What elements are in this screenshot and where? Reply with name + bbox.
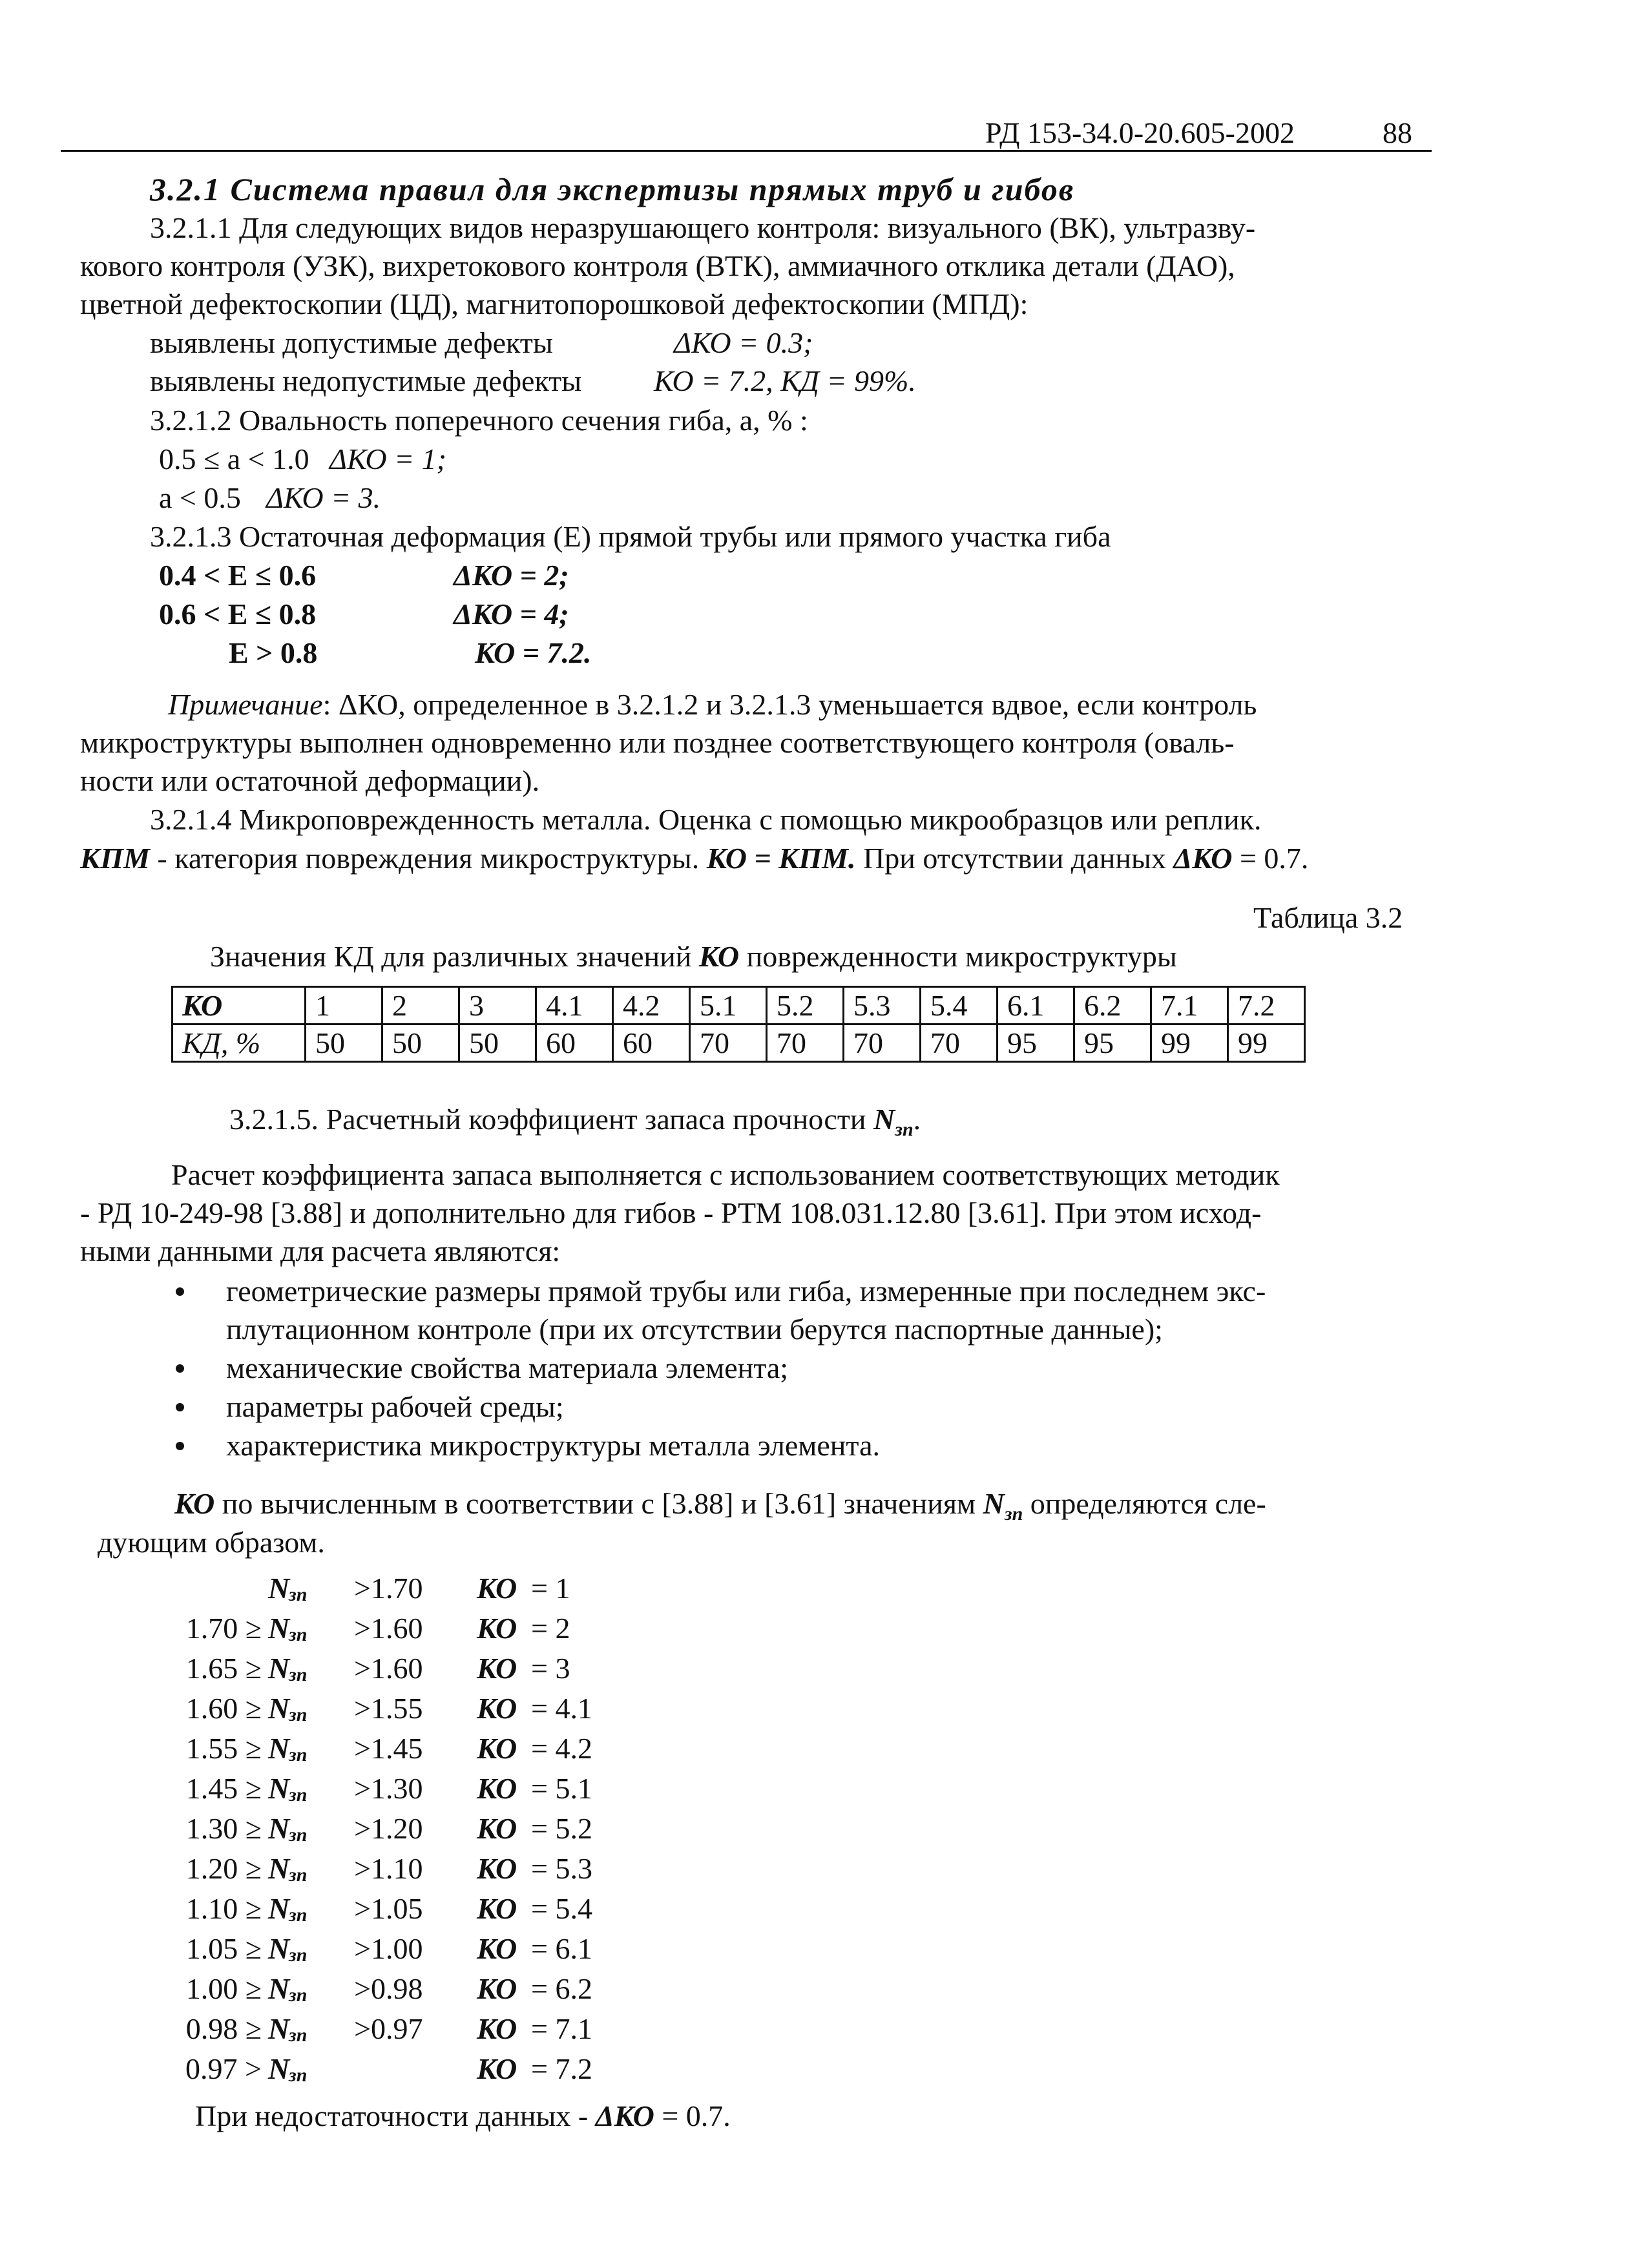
para-3212-val1: ΔКО = 1; [329,442,446,475]
para-3214-line2: КПМ - категория повреждения микроструктуры. КО = КПМ. При отсутствии данных ΔКО = 0.7. [80,842,1309,875]
bullet-1-line1: геометрические размеры прямой трубы или гиба, измеренные при последнем экс- [226,1274,1266,1307]
ko-row-rel: >1.55 [354,1692,423,1725]
ko-row-rel: >1.60 [354,1612,423,1645]
ko-row-n: N [268,2052,290,2085]
para-3213-cond1: 0.4 < Е ≤ 0.6 [159,559,317,592]
table-cell: 70 [921,1025,997,1062]
table-cell: 70 [767,1025,844,1062]
table-cell: 70 [844,1025,921,1062]
ko-row-n-sub: зп [289,2065,308,2086]
ko-row-val: = 3 [531,1652,570,1685]
ko-row-lhs: 1.20 ≥ [185,1852,262,1885]
table-cell: 95 [997,1025,1074,1062]
ko-row-ko: КО [477,1612,517,1645]
ko-row-n-sub: зп [289,1904,308,1926]
ko-row-ko: КО [477,1652,517,1685]
table-cell: 4.2 [613,987,690,1025]
ko-row-ko: КО [477,1932,517,1965]
table-cell: 5.4 [921,987,997,1025]
ko-row-n-sub: зп [289,1744,308,1765]
ko-row-n: N [268,1572,290,1605]
ko-row-val: = 5.2 [531,1812,592,1845]
ko-row-rel: >0.98 [354,1972,423,2005]
table-row [172,987,1305,1025]
ko-row-rel: >1.70 [354,1572,423,1605]
ko-row-rel: >1.00 [354,1932,423,1965]
calc-line2: - РД 10-249-98 [3.88] и дополнительно для гибов - РТМ 108.031.12.80 [3.61]. При этом исход- [80,1196,1262,1229]
section-title: 3.2.1 Система правил для экспертизы прямых труб и гибов [150,171,1075,207]
para-3211-line4-value: ΔКО = 0.3; [674,326,813,359]
ko-row-lhs: 1.70 ≥ [185,1612,262,1645]
para-3212-cond1: 0.5 ≤ а < 1.0 [159,442,309,475]
bullet-icon [176,1287,184,1296]
table-cell: 50 [459,1025,536,1062]
header-rule [61,150,1432,152]
ko-row-rel: >1.45 [354,1732,423,1765]
ko-row-rel: >1.60 [354,1652,423,1685]
table-row-label: КО [172,987,306,1025]
ko-row-ko: КО [477,1852,517,1885]
table-cell: 60 [536,1025,613,1062]
ko-row-rel: >1.10 [354,1852,423,1885]
ko-row-ko: КО [477,2012,517,2045]
ko-row-val: = 6.2 [531,1972,592,2005]
ko-row-lhs: 1.55 ≥ [185,1732,262,1765]
ko-row-lhs: 1.00 ≥ [185,1972,262,2005]
ko-row-ko: КО [477,1732,517,1765]
doc-code: РД 153-34.0-20.605-2002 [985,116,1295,149]
bullet-2: механические свойства материала элемента; [226,1351,789,1384]
bullet-icon [176,1364,184,1373]
ko-row-n-sub: зп [289,1864,308,1886]
para-3211-line3: цветной дефектоскопии (ЦД), магнитопорошковой дефектоскопии (МПД): [80,287,1029,320]
ko-row-n: N [268,1972,290,2005]
ko-row-lhs: 1.10 ≥ [185,1892,262,1925]
ko-row [0,1694,775,1726]
ko-intro-line2: дующим образом. [98,1526,325,1559]
calc-line3: ными данными для расчета являются: [80,1234,561,1267]
table-row-label: КД, % [172,1025,306,1062]
table-cell: 5.1 [690,987,767,1025]
ko-row-lhs: 1.60 ≥ [185,1692,262,1725]
table-cell: 50 [306,1025,382,1062]
ko-row-val: = 4.1 [531,1692,592,1725]
page-number: 88 [1383,116,1412,149]
ko-row-n: N [268,1892,290,1925]
table-cell: 7.2 [1228,987,1305,1025]
para-3211-line1: 3.2.1.1 Для следующих видов неразрушающего контроля: визуального (ВК), ультразву- [150,211,1256,244]
ko-row [0,1774,775,1806]
ko-row-n: N [268,1932,290,1965]
ko-row [0,1574,775,1606]
ko-row [0,2054,775,2086]
para-3213-line1: 3.2.1.3 Остаточная деформация (Е) прямой трубы или прямого участка гиба [150,520,1111,553]
bullet-icon [176,1403,184,1411]
para-3211-line5-value: КО = 7.2, КД = 99%. [654,364,916,397]
para-3213-cond3: Е > 0.8 [229,636,318,669]
ko-row-n-sub: зп [289,1624,308,1645]
ko-row-n-sub: зп [289,1784,308,1805]
table-cell: 60 [613,1025,690,1062]
table-cell: 99 [1151,1025,1228,1062]
ko-row-val: = 7.1 [531,2012,592,2045]
table-caption: Значения КД для различных значений КО поврежденности микроструктуры [210,940,1177,973]
table-cell: 6.1 [997,987,1074,1025]
table-cell: 5.2 [767,987,844,1025]
table-cell: 99 [1228,1025,1305,1062]
ko-row-val: = 7.2 [531,2052,592,2085]
para-3211-line4-label: выявлены допустимые дефекты [150,326,553,359]
kd-table [171,986,1306,1063]
bullet-icon [176,1442,184,1450]
ko-row [0,2014,775,2046]
table-cell: 1 [306,987,382,1025]
ko-row-n: N [268,1812,290,1845]
para-3215-title: 3.2.1.5. Расчетный коэффициент запаса прочности $N_{зп}$. [229,1103,921,1141]
ko-row-val: = 6.1 [531,1932,592,1965]
table-cell: 50 [382,1025,459,1062]
table-cell: 70 [690,1025,767,1062]
ko-row-ko: КО [477,1892,517,1925]
note-line1: Примечание: ΔКО, определенное в 3.2.1.2 и 3.2.1.3 уменьшается вдвое, если контроль [168,688,1257,721]
ko-row-val: = 5.1 [531,1772,592,1805]
para-3213-cond2: 0.6 < Е ≤ 0.8 [159,598,317,630]
ko-row-lhs: 0.98 ≥ [185,2012,262,2045]
ko-row-n: N [268,1652,290,1685]
para-3211-line2: кового контроля (УЗК), вихретокового контроля (ВТК), аммиачного отклика детали (ДАО), [80,249,1235,282]
table-cell: 2 [382,987,459,1025]
table-cell: 95 [1074,1025,1151,1062]
final-line: При недостаточности данных - ΔКО = 0.7. [195,2099,731,2132]
para-3211-line5-label: выявлены недопустимые дефекты [150,364,582,397]
ko-row-n: N [268,1692,290,1725]
ko-row-ko: КО [477,1812,517,1845]
table-row [172,1025,1305,1062]
ko-row-n-sub: зп [289,1664,308,1685]
ko-row [0,1974,775,2006]
para-3212-cond2: а < 0.5 [159,481,241,514]
ko-row-lhs: 1.30 ≥ [185,1812,262,1845]
para-3213-val3: КО = 7.2. [475,636,592,669]
ko-row-lhs: 0.97 > [185,2052,262,2085]
para-3212-val2: ΔКО = 3. [266,481,381,514]
ko-row-ko: КО [477,1972,517,2005]
table-cell: 6.2 [1074,987,1151,1025]
ko-row-val: = 5.4 [531,1892,592,1925]
para-3213-val2: ΔКО = 4; [454,598,569,630]
ko-row-rel: >1.20 [354,1812,423,1845]
ko-row-rel: >1.30 [354,1772,423,1805]
ko-row-val: = 4.2 [531,1732,592,1765]
ko-row-ko: КО [477,1572,517,1605]
ko-row-lhs: 1.65 ≥ [185,1652,262,1685]
ko-row-n: N [268,1772,290,1805]
ko-row-n: N [268,1732,290,1765]
ko-row [0,1814,775,1846]
para-3212-line1: 3.2.1.2 Овальность поперечного сечения гиба, а, % : [150,404,808,437]
ko-intro-line1: КО по вычисленным в соответствии с [3.88] и [3.61] значениям $N_{зп}$ определяются сле- [174,1487,1266,1525]
ko-row-n-sub: зп [289,1584,308,1605]
ko-row-n-sub: зп [289,1944,308,1966]
para-3214-line1: 3.2.1.4 Микроповрежденность металла. Оценка с помощью микрообразцов или реплик. [150,803,1262,836]
ko-row-n: N [268,1852,290,1885]
ko-row-lhs: 1.45 ≥ [185,1772,262,1805]
ko-row-n-sub: зп [289,2024,308,2046]
ko-row-ko: КО [477,1692,517,1725]
ko-row [0,1894,775,1926]
table-cell: 3 [459,987,536,1025]
ko-row-ko: КО [477,2052,517,2085]
para-3213-val1: ΔКО = 2; [454,559,569,592]
ko-row [0,1854,775,1886]
ko-row-n: N [268,2012,290,2045]
ko-row-lhs: 1.05 ≥ [185,1932,262,1965]
ko-row [0,1734,775,1766]
ko-row [0,1614,775,1646]
table-cell: 4.1 [536,987,613,1025]
calc-line1: Расчет коэффициента запаса выполняется с использованием соответствующих методик [171,1158,1280,1191]
ko-row-n-sub: зп [289,1824,308,1846]
ko-row-ko: КО [477,1772,517,1805]
bullet-3: параметры рабочей среды; [226,1390,564,1423]
ko-row-val: = 1 [531,1572,570,1605]
note-line2: микроструктуры выполнен одновременно или позднее соответствующего контроля (оваль- [80,726,1235,759]
bullet-4: характеристика микроструктуры металла элемента. [226,1429,880,1462]
bullet-1-line2: плутационном контроле (при их отсутствии берутся паспортные данные); [226,1313,1163,1346]
ko-row-rel: >1.05 [354,1892,423,1925]
ko-row-val: = 2 [531,1612,570,1645]
table-cell: 5.3 [844,987,921,1025]
ko-row [0,1654,775,1686]
ko-row-rel: >0.97 [354,2012,423,2045]
ko-row-val: = 5.3 [531,1852,592,1885]
note-line3: ности или остаточной деформации). [80,764,540,797]
ko-row-n-sub: зп [289,1984,308,2006]
ko-row-n-sub: зп [289,1704,308,1725]
table-cell: 7.1 [1151,987,1228,1025]
table-label: Таблица 3.2 [1253,901,1403,934]
ko-row [0,1934,775,1966]
ko-row-n: N [268,1612,290,1645]
